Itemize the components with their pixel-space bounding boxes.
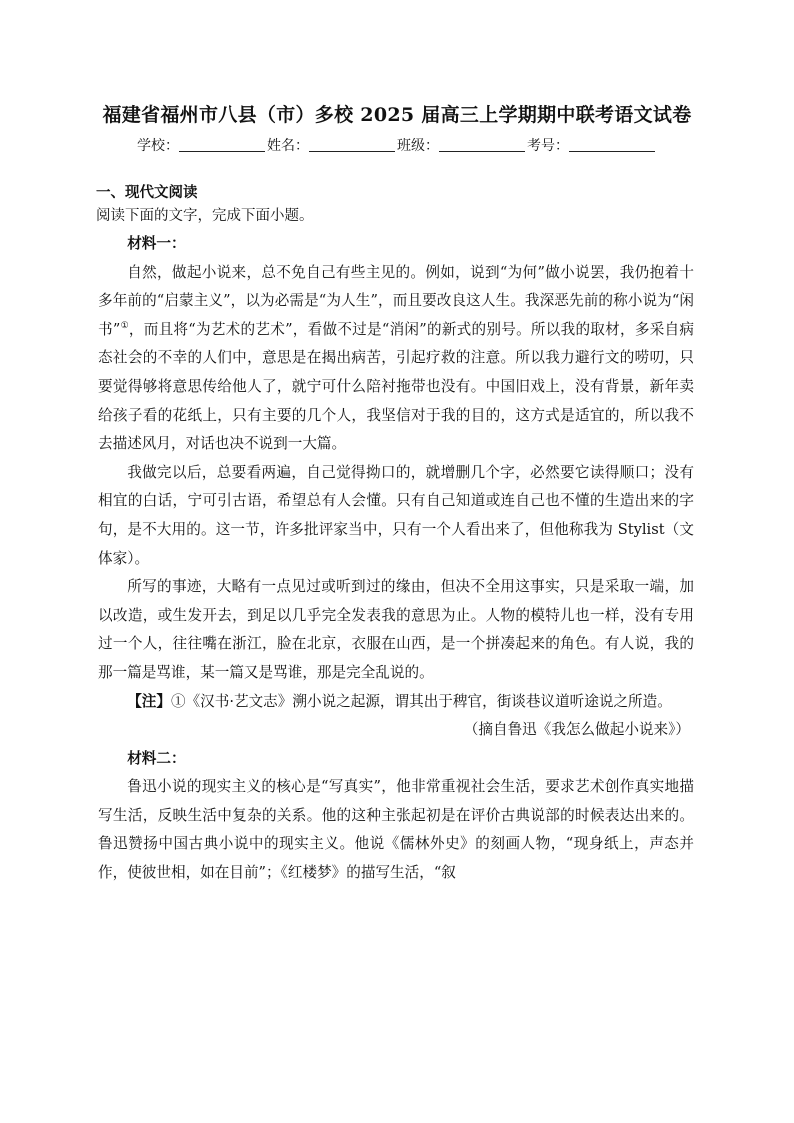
footnote-label: 【注】 xyxy=(127,692,171,710)
class-label: 班级： xyxy=(397,138,439,154)
number-blank xyxy=(569,137,655,152)
material1-source: （摘自鲁迅《我怎么做起小说来》） xyxy=(463,721,690,739)
material1-paragraph-1 xyxy=(98,259,694,459)
school-label: 学校： xyxy=(137,138,179,154)
footnote-marker: ① xyxy=(120,320,129,331)
exam-title: 福建省福州市八县（市）多校 2025 届高三上学期期中联考语文试卷 xyxy=(102,104,692,126)
material2-heading: 材料二： xyxy=(127,749,186,767)
material1-paragraph-2: 我做完以后，总要看两遍，自己觉得拗口的，就增删几个字，必然要它读得顺口；没有相宜的白话，宁可引古语，希望总有人会懂。只有自己知道或连自己也不懂的生造出来的字句，是不大用的。这一节，许多批评家当中，只有一个人看出来了，但他称我为 Stylist（文体家）。 xyxy=(98,463,694,567)
footnote-text: ①《汉书·艺文志》溯小说之起源，谓其出于稗官，街谈巷议道听途说之所造。 xyxy=(170,692,672,710)
material2-paragraph-1: 鲁迅小说的现实主义的核心是“写真实”，他非常重视社会生活，要求艺术创作真实地描写生活，反映生活中复杂的关系。他的这种主张起初是在评价古典说部的时候表达出来的。鲁迅赞扬中国古典小说中的现实主义。他说《儒林外史》的刻画人物，“现身纸上，声态并作，使彼世相，如在目前”；《红楼梦》的描写生活，“叙 xyxy=(98,778,694,882)
footnote xyxy=(98,688,694,717)
material1-heading: 材料一： xyxy=(127,235,186,252)
class-blank xyxy=(439,137,525,152)
section-heading: 一、现代文阅读 xyxy=(96,185,198,201)
instruction-text: 阅读下面的文字，完成下面小题。 xyxy=(96,208,314,224)
material1-p1-text-b: ，而且将“为艺术的艺术”，看做不过是“消闲”的新式的别号。所以我的取材，多采自病态社会的不幸的人们中，意思是在揭出病苦，引起疗救的注意。所以我力避行文的唠叨，只要觉得够将意思传给他人了，就宁可什么陪衬拖带也没有。中国旧戏上，没有背景，新年卖给孩子看的花纸上，只有主要的几个人，我坚信对于我的目的，这方式是适宜的，所以我不去描述风月，对话也决不说到一大篇。 xyxy=(98,320,694,453)
name-label: 姓名： xyxy=(267,138,309,154)
student-info-line xyxy=(0,135,794,155)
number-label: 考号： xyxy=(527,138,569,154)
material1-paragraph-3: 所写的事迹，大略有一点见过或听到过的缘由，但决不全用这事实，只是采取一端，加以改造，或生发开去，到足以几乎完全发表我的意思为止。人物的模特儿也一样，没有专用过一个人，往往嘴在浙江，脸在北京，衣服在山西，是一个拼凑起来的角色。有人说，我的那一篇是骂谁，某一篇又是骂谁，那是完全乱说的。 xyxy=(98,578,694,681)
school-blank xyxy=(179,137,265,152)
name-blank xyxy=(309,137,395,152)
material1-p1-text-a: 自然，做起小说来，总不免自己有些主见的。例如，说到“为何”做小说罢，我仍抱着十多年前的“启蒙主义”，以为必需是“为人生”，而且要改良这人生。我深恶先前的称小说为“闲书” xyxy=(98,263,694,338)
reading-passage xyxy=(98,230,694,888)
